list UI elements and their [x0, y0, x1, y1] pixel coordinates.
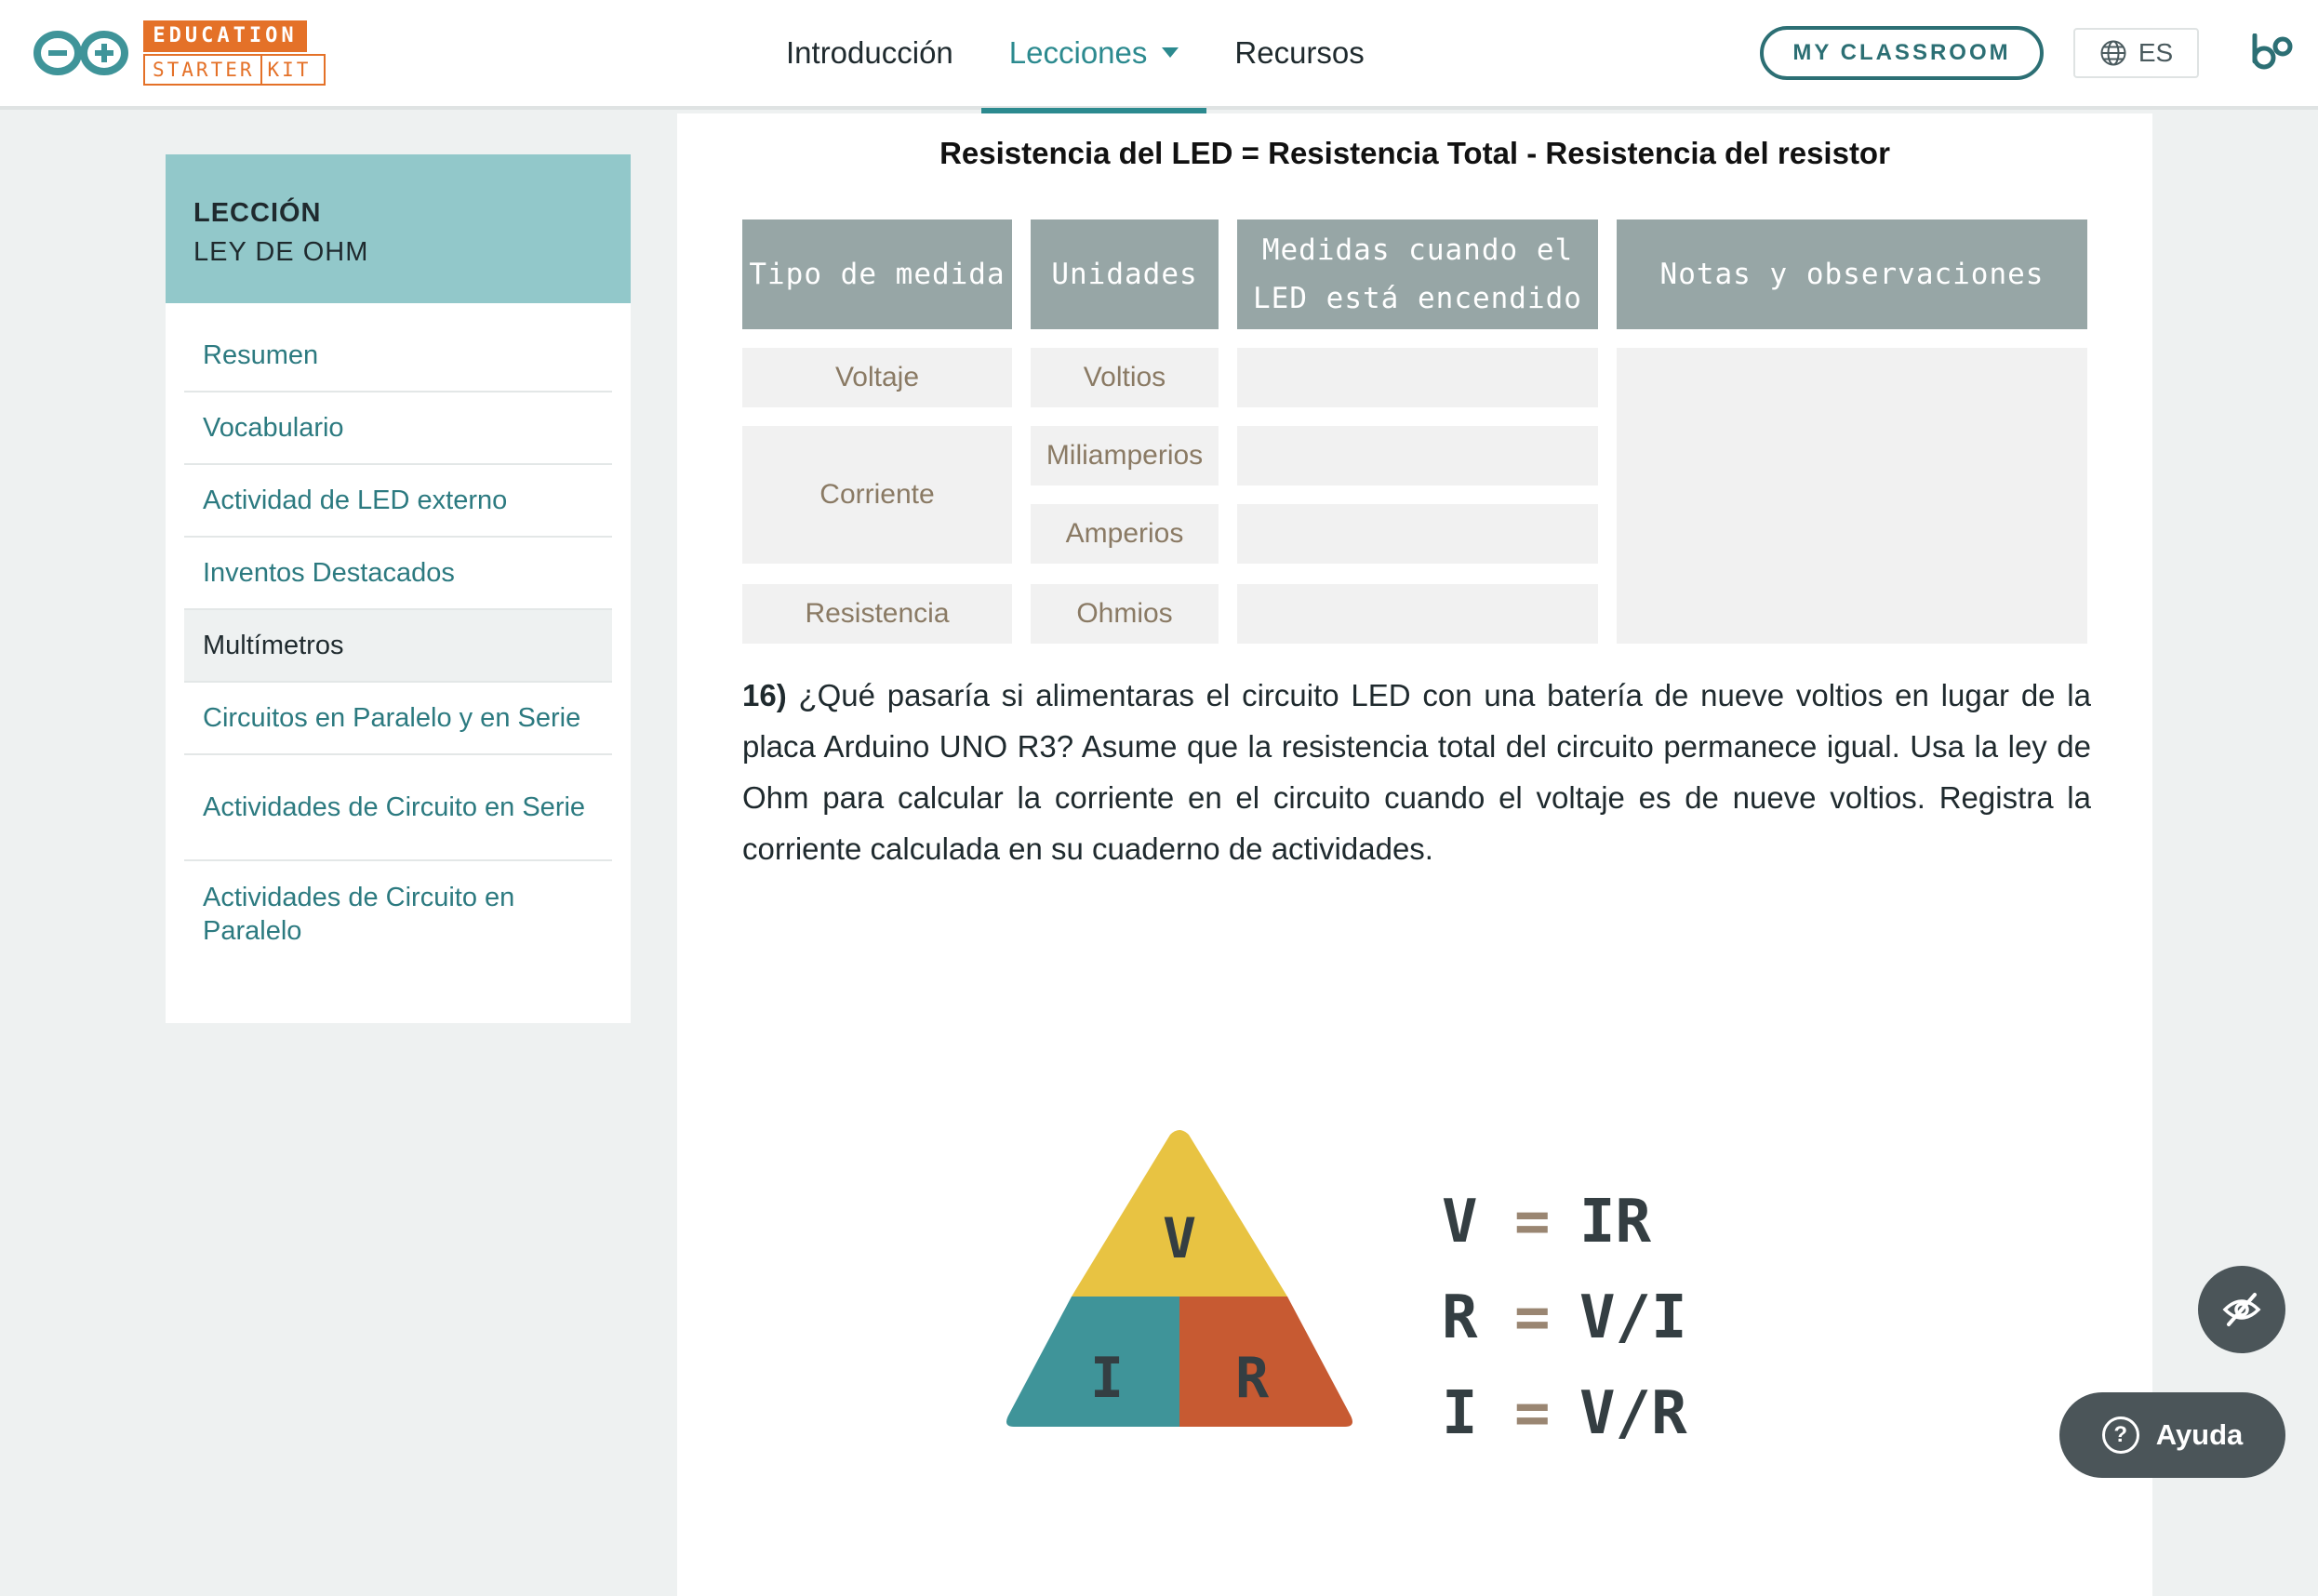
question-mark-icon: ?: [2102, 1416, 2139, 1454]
table-cell-resistencia: Resistencia: [742, 584, 1012, 644]
sidebar-item-inventos[interactable]: Inventos Destacados: [184, 538, 612, 610]
lesson-content: [677, 113, 2152, 1596]
lesson-sections-list: [166, 303, 631, 967]
table-header-unidades: Unidades: [1031, 219, 1219, 329]
arduino-infinity-icon: [32, 28, 130, 78]
equation-lhs: V: [1442, 1187, 1478, 1257]
education-starter-kit-logo[interactable]: [32, 20, 329, 86]
help-button[interactable]: [2059, 1392, 2285, 1478]
equation-i: [1442, 1365, 1687, 1461]
equation-lhs: I: [1442, 1378, 1478, 1448]
table-input-voltaje[interactable]: [1237, 348, 1598, 407]
logo-line-2b: KIT: [267, 59, 312, 81]
logo-line-2: [143, 54, 326, 86]
equation-equals: =: [1514, 1283, 1551, 1352]
sidebar-item-actividades-serie[interactable]: Actividades de Circuito en Serie: [184, 755, 612, 861]
triangle-label-i: I: [1089, 1346, 1125, 1411]
nav-introduccion[interactable]: Introducción: [786, 35, 953, 70]
triangle-label-r: R: [1234, 1346, 1270, 1411]
lesson-name: LEY DE OHM: [193, 237, 369, 267]
equation-equals: =: [1514, 1187, 1551, 1257]
globe-icon: [2099, 39, 2127, 67]
sidebar-item-circuitos[interactable]: Circuitos en Paralelo y en Serie: [184, 683, 612, 755]
table-input-miliamperios[interactable]: [1237, 426, 1598, 485]
table-cell-voltios: Voltios: [1031, 348, 1219, 407]
hide-content-button[interactable]: [2198, 1266, 2285, 1353]
lesson-header: [166, 154, 631, 303]
sidebar-item-vocabulario[interactable]: Vocabulario: [184, 392, 612, 465]
nav-lecciones[interactable]: [981, 0, 1207, 110]
my-classroom-button[interactable]: MY CLASSROOM: [1760, 26, 2044, 80]
nav-recursos[interactable]: Recursos: [1234, 35, 1365, 70]
nav-lecciones-label: Lecciones: [1008, 35, 1148, 70]
ohm-law-triangle: [1003, 1127, 1356, 1434]
sidebar-item-multimetros[interactable]: Multímetros: [184, 610, 612, 683]
language-label: ES: [2138, 38, 2174, 67]
sidebar-item-actividades-paralelo[interactable]: Actividades de Circuito en Paralelo: [203, 883, 515, 946]
question-text: ¿Qué pasaría si alimentaras el circuito LED con una batería de nueve voltios en lugar de la placa Arduino UNO R3? Asume que la resistencia total del circuito permanece igual. Usa la ley de Ohm para calcular la corriente en el circuito cuando el voltaje es de nueve voltios. Registra la corriente calculada en su cuaderno de actividades.: [742, 678, 2091, 866]
equation-equals: =: [1514, 1378, 1551, 1448]
main-nav: [758, 0, 1392, 110]
equation-rhs: IR: [1579, 1187, 1652, 1257]
triangle-label-v: V: [1162, 1206, 1197, 1271]
equation-v: [1442, 1174, 1687, 1270]
formula-title: Resistencia del LED = Resistencia Total - Resistencia del resistor: [939, 136, 1890, 170]
table-cell-ohmios: Ohmios: [1031, 584, 1219, 644]
logo-line-1: EDUCATION: [143, 20, 307, 52]
question-16: [742, 670, 2091, 874]
table-header-notas: Notas y observaciones: [1617, 219, 2087, 329]
ohm-equations: [1442, 1174, 1687, 1461]
question-number: 16): [742, 678, 787, 712]
help-label: Ayuda: [2155, 1418, 2244, 1451]
equation-rhs: V/R: [1579, 1378, 1687, 1448]
table-cell-voltaje: Voltaje: [742, 348, 1012, 407]
table-header-medidas: Medidas cuando el LED está encendido: [1237, 219, 1598, 329]
caret-down-icon: [1162, 47, 1179, 58]
lesson-sidebar: [166, 154, 631, 1023]
table-cell-corriente: Corriente: [742, 426, 1012, 564]
table-input-resistencia[interactable]: [1237, 584, 1598, 644]
lesson-label: LECCIÓN: [193, 198, 322, 228]
top-header: [0, 0, 2318, 110]
table-cell-miliamperios: Miliamperios: [1031, 426, 1219, 485]
table-input-amperios[interactable]: [1237, 504, 1598, 564]
table-header-tipo: Tipo de medida: [742, 219, 1012, 329]
user-account-icon[interactable]: [2251, 33, 2294, 71]
equation-rhs: V/I: [1579, 1283, 1687, 1352]
eye-off-icon: [2221, 1289, 2262, 1330]
sidebar-item-resumen[interactable]: Resumen: [184, 320, 612, 392]
equation-lhs: R: [1442, 1283, 1478, 1352]
language-button[interactable]: [2073, 28, 2199, 78]
logo-badge: [143, 20, 329, 86]
table-input-notas[interactable]: [1617, 348, 2087, 644]
table-cell-amperios: Amperios: [1031, 504, 1219, 564]
equation-r: [1442, 1270, 1687, 1365]
logo-line-2a: STARTER: [153, 59, 255, 81]
sidebar-item-actividad-led[interactable]: Actividad de LED externo: [184, 465, 612, 538]
